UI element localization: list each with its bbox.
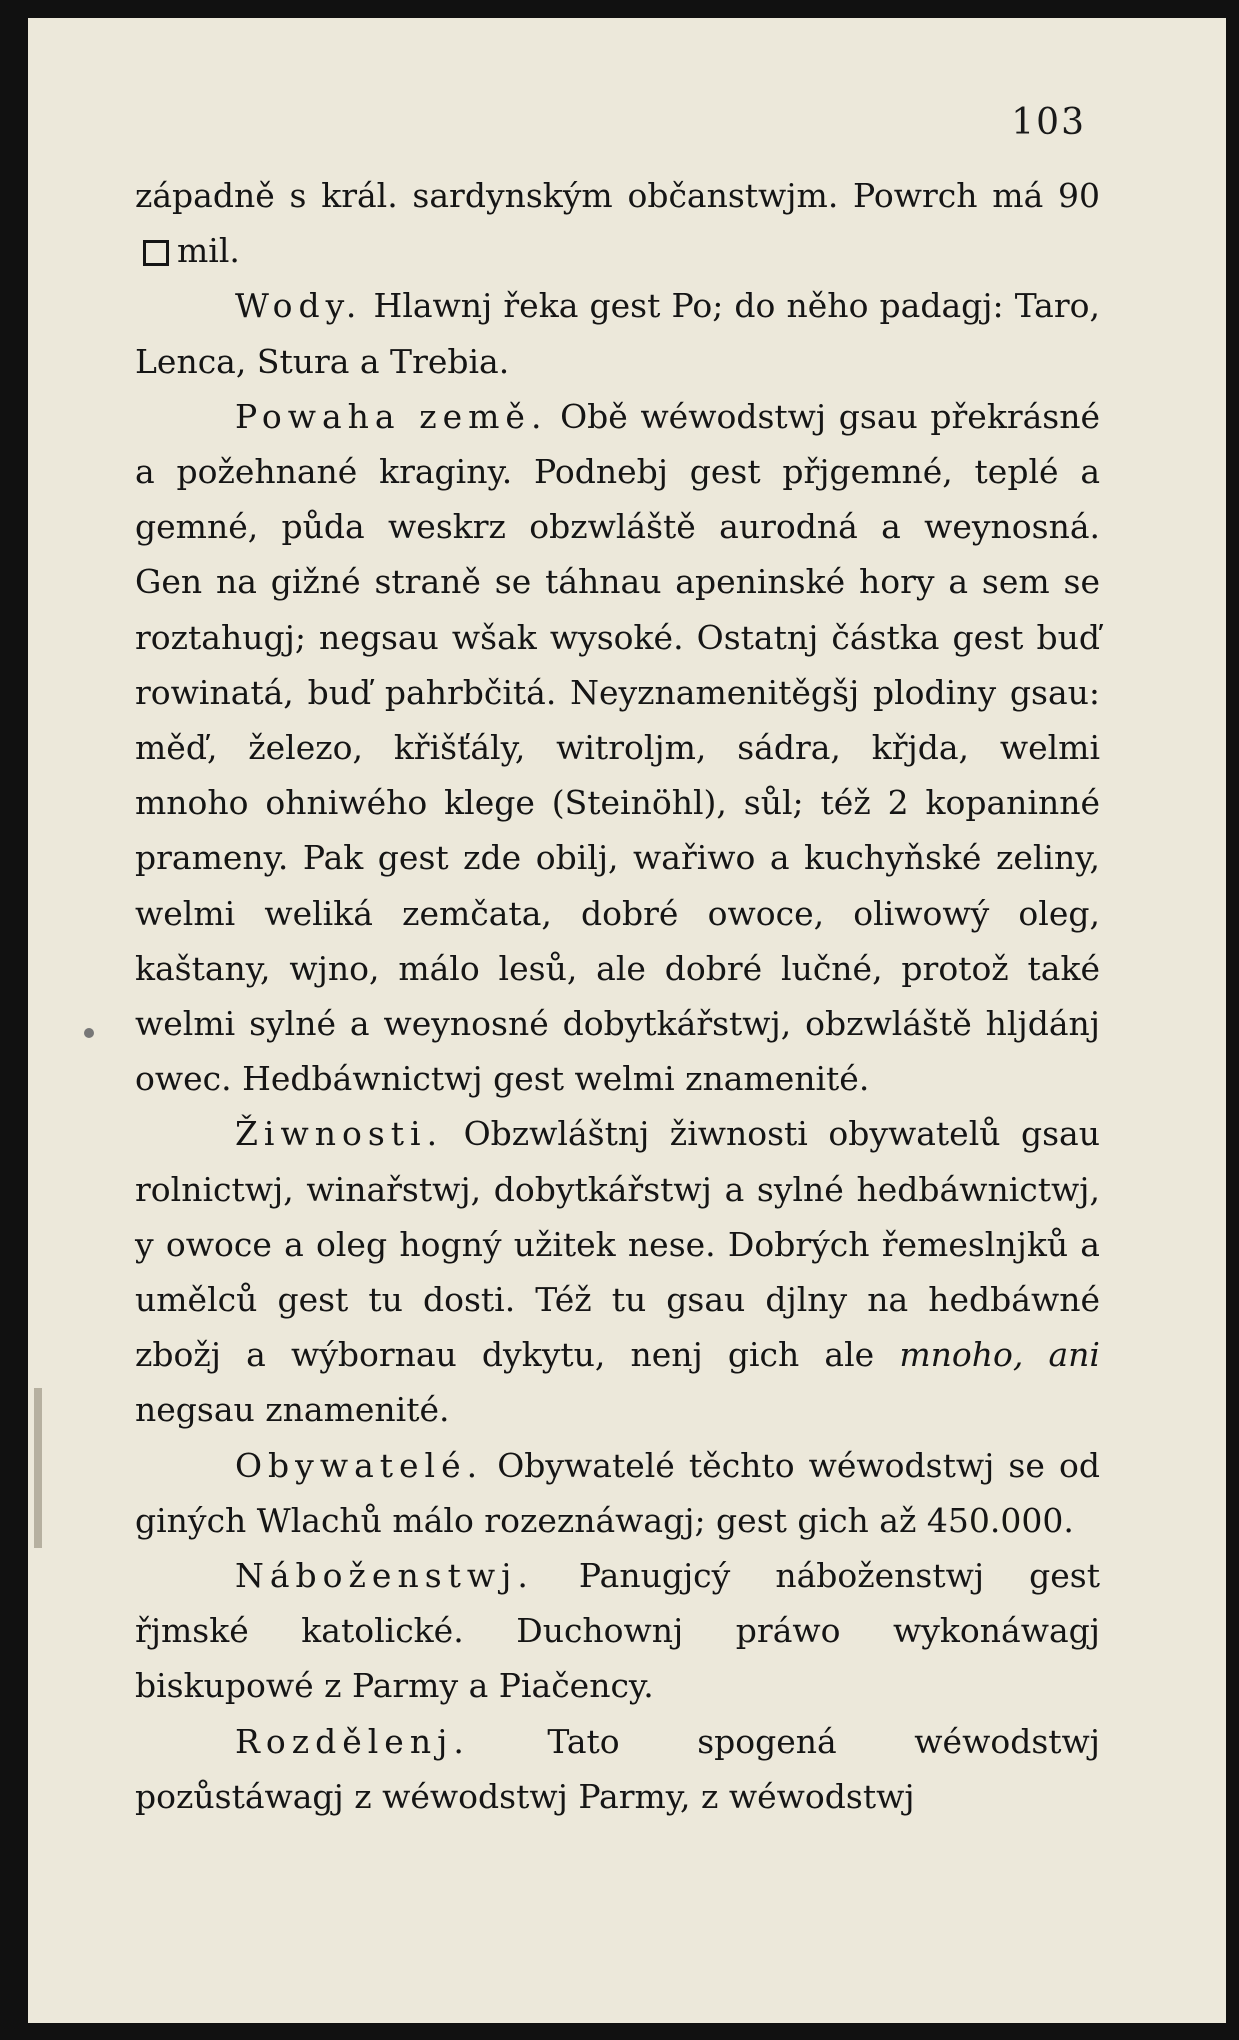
section-heading: Žiwnosti. (235, 1114, 444, 1154)
paragraph-nabozenstwj (135, 1548, 1100, 1714)
paragraph-text-end: mil. (177, 231, 240, 271)
binding-edge (34, 1388, 42, 1548)
italic-text: mnoho, ani (899, 1335, 1100, 1375)
paragraph-text: západně s král. sardynským občanstwjm. Powrch má 90 (135, 176, 1100, 215)
paragraph-obywatele (135, 1438, 1100, 1548)
paragraph-text: Hlawnj řeka gest Po; do něho padagj: Taro, Lenca, Stura a Trebia. (135, 286, 1100, 381)
paragraph-powaha (135, 389, 1100, 1107)
paragraph-rozdelenj (135, 1714, 1100, 1824)
section-heading: Wody. (235, 286, 363, 326)
page-number: 103 (1011, 102, 1086, 143)
paragraph-text: Tato spogená wéwodstwj pozůstáwagj z wéwodstwj Parmy, z wéwodstwj (135, 1721, 1100, 1816)
paragraph-intro (135, 168, 1100, 278)
paragraph-text: Obywatelé těchto wéwodstwj se od giných Wlachů málo rozeznáwagj; gest gich až 450.000. (135, 1445, 1100, 1540)
paragraph-wody (135, 278, 1100, 388)
paragraph-text-end: negsau znamenité. (135, 1390, 450, 1430)
paragraph-text: Panugjcý náboženstwj gest řjmské katolické. Duchownj práwo wykonáwagj biskupowé z Parmy a Piačency. (135, 1556, 1100, 1706)
section-heading: Náboženstwj. (235, 1556, 534, 1596)
paragraph-text: Obě wéwodstwj gsau překrásné a požehnané kraginy. Podnebj gest přjgemné, teplé a gemné, půda weskrz obzwláště aurodná a weynosná. Gen na gižné straně se táhnau apeninské hory a sem se roztahugj; negsau wšak wysoké. Ostatnj částka gest buď rowinatá, buď pahrbčitá. Neyznamenitěgšj plodiny gsau: měď, železo, křišťály, witroljm, sádra, křjda, welmi mnoho ohniwého klege (Steinöhl), sůl; též 2 kopaninné prameny. Pak gest zde obilj, wařiwo a kuchyňské zeliny, welmi weliká zemčata, dobré owoce, oliwowý oleg, kaštany, wjno, málo lesů, ale dobré lučné, protož také welmi sylné a weynosné dobytkářstwj, obzwláště hljdánj owec. Hedbáwnictwj gest welmi znamenité. (135, 396, 1100, 1099)
book-page (28, 18, 1226, 2023)
stray-mark (84, 1028, 94, 1038)
paragraph-ziwnosti (135, 1106, 1100, 1437)
square-symbol-icon (143, 240, 169, 266)
section-heading: Rozdělenj. (235, 1721, 470, 1761)
section-heading: Powaha země. (235, 396, 548, 436)
section-heading: Obywatelé. (235, 1445, 484, 1485)
body-text (135, 168, 1100, 1824)
paragraph-text: Obzwláštnj žiwnosti obywatelů gsau rolnictwj, winařstwj, dobytkářstwj a sylné hedbáwnictwj, y owoce a oleg hogný užitek nese. Dobrých řemeslnjků a umělců gest tu dosti. Též tu gsau djlny na hedbáwné zbožj a wýbornau dykytu, nenj gich ale (135, 1114, 1100, 1375)
